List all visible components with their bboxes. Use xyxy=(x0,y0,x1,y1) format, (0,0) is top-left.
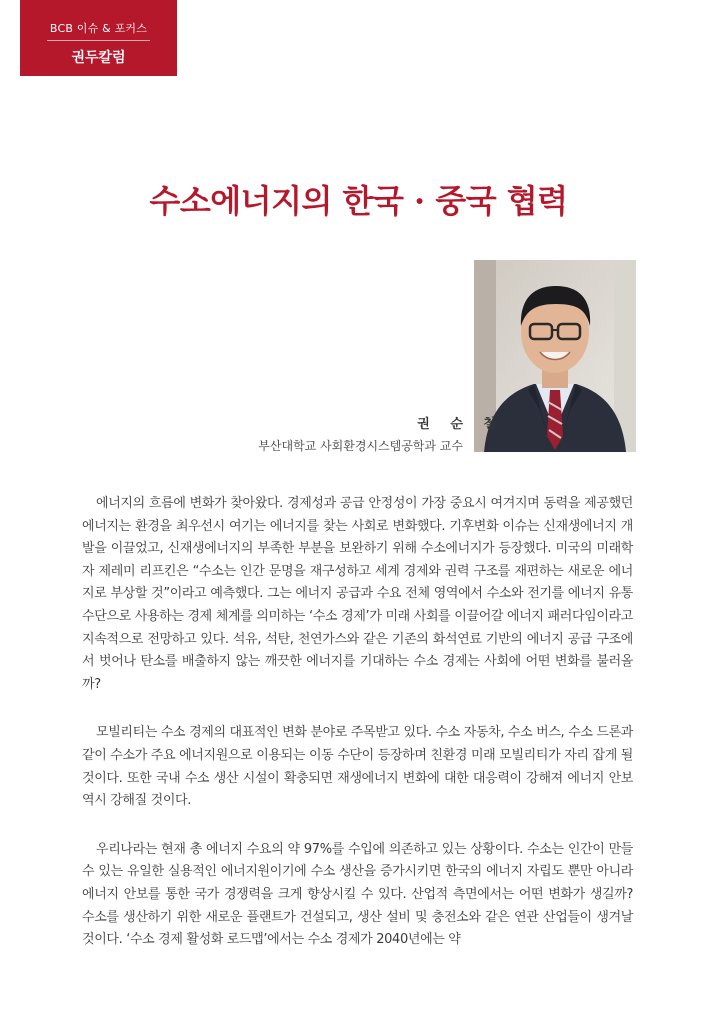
article-paragraph: 모빌리티는 수소 경제의 대표적인 변화 분야로 주목받고 있다. 수소 자동차, 수소 버스, 수소 드론과 같이 수소가 주요 에너지원으로 이용되는 이동 수단이 등장하며 친환경 미래 모빌리티가 자리 잡게 될 것이다. 또한 국내 수소 생산 시설이 확충되면 재생에너지 변화에 대한 대응력이 강해져 에너지 안보 역시 강해질 것이다. xyxy=(82,725,633,809)
article-body xyxy=(82,493,633,978)
article-paragraph: 에너지의 흐름에 변화가 찾아왔다. 경제성과 공급 안정성이 가장 중요시 여겨지며 동력을 제공했던 에너지는 환경을 최우선시 여기는 에너지를 찾는 사회로 변화했다. 기후변화 이슈는 신재생에너지 개발을 이끌었고, 신재생에너지의 부족한 부분을 보완하기 위해 수소에너지가 등장했다. 미국의 미래학자 제레미 리프킨은 “수소는 인간 문명을 재구성하고 세계 경제와 권력 구조를 재편하는 새로운 에너지로 부상할 것”이라고 예측했다. 그는 에너지 공급과 수요 전체 영역에서 수소와 전기를 에너지 유통수단으로 사용하는 경제 체계를 의미하는 ‘수소 경제’가 미래 사회를 이끌어갈 에너지 패러다임이라고 지속적으로 전망하고 있다. 석유, 석탄, 천연가스와 같은 기존의 화석연료 기반의 에너지 공급 구조에서 벗어나 탄소를 배출하지 않는 깨끗한 에너지를 기대하는 수소 경제는 사회에 어떤 변화를 불러올까? xyxy=(82,496,633,692)
section-tag xyxy=(20,0,177,76)
author-affiliation: 부산대학교 사회환경시스템공학과 교수 xyxy=(258,439,463,453)
section-divider xyxy=(47,40,150,41)
column-label: 권두칼럼 xyxy=(71,50,126,66)
author-name: 권 순 철 xyxy=(417,417,504,432)
article-paragraph: 우리나라는 현재 총 에너지 수요의 약 97%를 수입에 의존하고 있는 상황이다. 수소는 인간이 만들 수 있는 유일한 실용적인 에너지원이기에 수소 생산을 증가시키면 한국의 에너지 자립도 뿐만 아니라 에너지 안보를 통한 국가 경쟁력을 크게 향상시킬 수 있다. 산업적 측면에서는 어떤 변화가 생길까? 수소를 생산하기 위한 새로운 플랜트가 건설되고, 생산 설비 및 충전소와 같은 연관 산업들이 생겨날 것이다. ‘수소 경제 활성화 로드맵’에서는 수소 경제가 2040년에는 약 xyxy=(82,841,633,948)
section-label: BCB 이슈 & 포커스 xyxy=(49,22,148,35)
article-title: 수소에너지의 한국 · 중국 협력 xyxy=(149,182,568,220)
